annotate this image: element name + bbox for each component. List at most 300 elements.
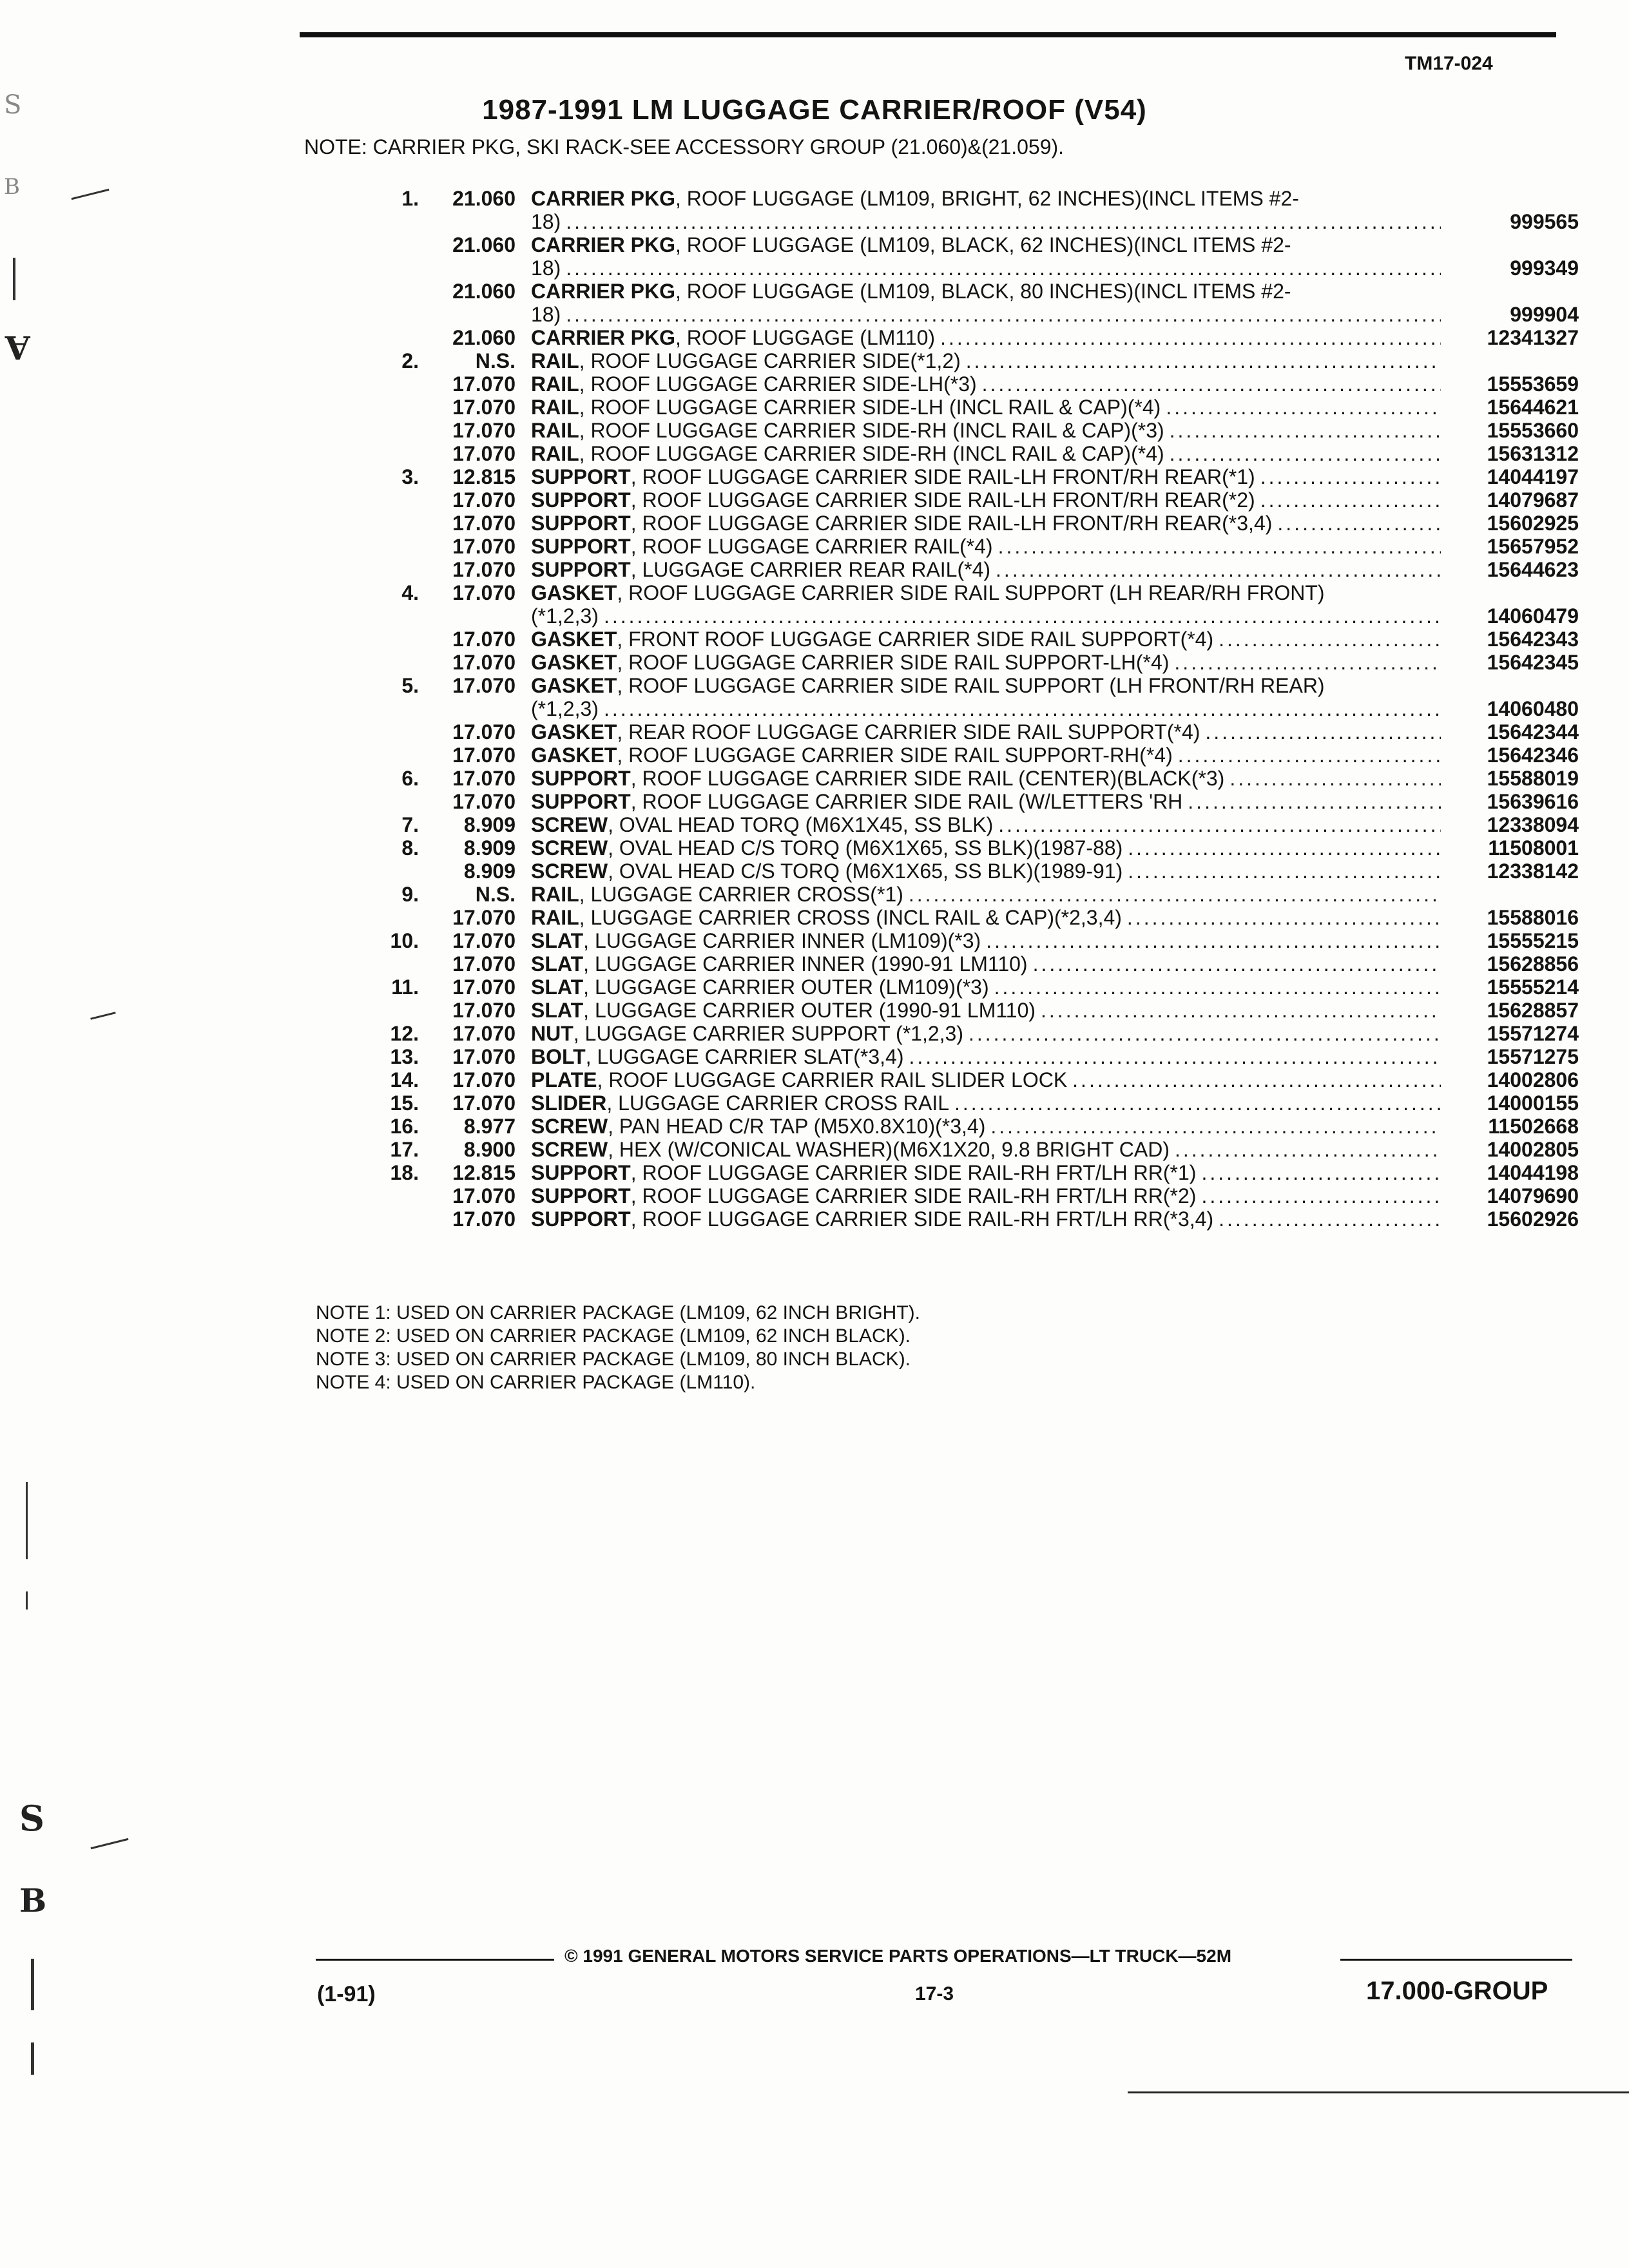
part-ref-number: 4. [401, 581, 419, 604]
part-description-text: , ROOF LUGGAGE CARRIER SIDE-LH(*3) [579, 372, 977, 396]
part-noun: GASKET [531, 581, 617, 604]
part-description [531, 488, 1441, 512]
part-row [361, 744, 1579, 767]
part-group-number: 17.070 [452, 1091, 516, 1115]
part-description-text: , LUGGAGE CARRIER OUTER (1990-91 LM110) [583, 999, 1036, 1022]
part-row [361, 1068, 1579, 1091]
part-ref-number: 11. [391, 975, 419, 999]
part-number: 999904 [1510, 303, 1579, 326]
part-number: 999349 [1510, 256, 1579, 280]
part-description-text: , ROOF LUGGAGE (LM109, BLACK, 62 INCHES)(INCL ITEMS #2- [675, 233, 1291, 256]
part-number: 15588016 [1487, 906, 1579, 929]
part-description-text: , LUGGAGE CARRIER INNER (LM109)(*3) [583, 929, 981, 952]
part-ref-number: 10. [390, 929, 419, 952]
part-row [361, 465, 1579, 488]
part-description-text: , ROOF LUGGAGE CARRIER SIDE RAIL-LH FRONT/RH REAR(*1) [630, 465, 1255, 488]
part-description [531, 349, 1441, 372]
part-group-number: 17.070 [452, 628, 516, 651]
part-description-continuation: 18) [531, 210, 561, 233]
part-description-line [531, 210, 1441, 233]
part-group-number: 17.070 [452, 952, 516, 975]
part-row [361, 836, 1579, 860]
part-description-line [531, 697, 1441, 720]
leader-dots [1255, 465, 1441, 488]
part-noun: GASKET [531, 628, 617, 651]
part-description-line [531, 1045, 903, 1068]
part-description [531, 651, 1441, 674]
leader-dots [1028, 952, 1441, 975]
part-description-continuation: (*1,2,3) [531, 697, 599, 720]
margin-letter-s-bottom: S [19, 1798, 44, 1839]
part-description-text: , ROOF LUGGAGE CARRIER SIDE RAIL SUPPORT (LH REAR/RH FRONT) [617, 581, 1325, 604]
part-description-continuation: (*1,2,3) [531, 604, 599, 628]
part-number: 15628856 [1487, 952, 1579, 975]
part-description-line [531, 651, 1169, 674]
part-description [531, 465, 1441, 488]
part-noun: SCREW [531, 813, 608, 836]
leader-dots [599, 697, 1441, 720]
part-noun: RAIL [531, 349, 579, 372]
part-ref-number: 9. [401, 883, 419, 906]
part-row [361, 488, 1579, 512]
part-description-text: , ROOF LUGGAGE (LM109, BLACK, 80 INCHES)(INCL ITEMS #2- [675, 280, 1291, 303]
part-ref-number: 13. [390, 1045, 419, 1068]
leader-dots [1164, 442, 1441, 465]
part-description-text: , ROOF LUGGAGE CARRIER SIDE RAIL-RH FRT/LH RR(*2) [630, 1184, 1197, 1207]
part-description-line [531, 628, 1213, 651]
part-description-line [531, 256, 1441, 280]
part-number: 14002806 [1487, 1068, 1579, 1091]
part-row [361, 581, 1579, 628]
part-description-text: , ROOF LUGGAGE CARRIER SIDE RAIL SUPPORT-RH(*4) [617, 744, 1173, 767]
part-number: 999565 [1510, 210, 1579, 233]
part-number: 15555215 [1487, 929, 1579, 952]
part-number: 12341327 [1487, 326, 1579, 349]
part-description [531, 1138, 1441, 1161]
part-description-line [531, 836, 1123, 860]
part-noun: SUPPORT [531, 558, 631, 581]
part-noun: SCREW [531, 1138, 608, 1161]
part-description [531, 674, 1441, 720]
part-row [361, 280, 1579, 326]
part-description [531, 442, 1441, 465]
page-number: 17-3 [915, 1983, 954, 2004]
part-description-text: , REAR ROOF LUGGAGE CARRIER SIDE RAIL SUPPORT(*4) [617, 720, 1200, 744]
part-group-number: 21.060 [452, 233, 516, 256]
part-row [361, 929, 1579, 952]
part-group-number: 17.070 [452, 419, 516, 442]
part-noun: SLAT [531, 929, 584, 952]
part-description-line [531, 1022, 963, 1045]
part-description-line [531, 999, 1036, 1022]
part-noun: RAIL [531, 883, 579, 906]
part-group-number: 12.815 [452, 465, 516, 488]
part-group-number: 17.070 [452, 1045, 516, 1068]
part-number: 14079687 [1487, 488, 1579, 512]
part-description-line [531, 1161, 1196, 1184]
part-noun: SUPPORT [531, 535, 631, 558]
part-description-text: , LUGGAGE CARRIER CROSS RAIL [606, 1091, 950, 1115]
part-ref-number: 14. [390, 1068, 419, 1091]
part-description [531, 1045, 1441, 1068]
part-group-number: N.S. [475, 349, 516, 372]
part-ref-number: 3. [401, 465, 419, 488]
part-description [531, 720, 1441, 744]
part-row [361, 1207, 1579, 1231]
part-description [531, 999, 1441, 1022]
part-description-text: , ROOF LUGGAGE CARRIER SIDE RAIL-RH FRT/LH RR(*1) [630, 1161, 1197, 1184]
part-noun: SUPPORT [531, 465, 631, 488]
part-noun: SLIDER [531, 1091, 607, 1115]
part-description-line [531, 488, 1255, 512]
part-description [531, 836, 1441, 860]
part-row [361, 628, 1579, 651]
part-group-number: 21.060 [452, 187, 516, 210]
leader-dots [1123, 860, 1441, 883]
part-row [361, 187, 1579, 233]
part-description [531, 952, 1441, 975]
margin-tick [31, 1959, 34, 2010]
part-description [531, 1161, 1441, 1184]
leader-dots [1164, 419, 1441, 442]
part-row [361, 1115, 1579, 1138]
part-ref-number: 8. [401, 836, 419, 860]
part-description [531, 744, 1441, 767]
part-number: 12338094 [1487, 813, 1579, 836]
leader-dots [981, 929, 1441, 952]
part-ref-number: 5. [401, 674, 419, 697]
part-group-number: 17.070 [452, 512, 516, 535]
part-row [361, 720, 1579, 744]
part-number: 15642343 [1487, 628, 1579, 651]
part-description-text: , LUGGAGE CARRIER CROSS(*1) [579, 883, 903, 906]
part-ref-number: 15. [390, 1091, 419, 1115]
part-noun: GASKET [531, 744, 617, 767]
part-ref-number: 2. [401, 349, 419, 372]
footer-date: (1-91) [317, 1982, 376, 2006]
part-description [531, 767, 1441, 790]
group-label: 17.000-GROUP [1366, 1977, 1548, 2005]
part-row [361, 1138, 1579, 1161]
part-number: 12338142 [1487, 860, 1579, 883]
part-group-number: N.S. [475, 883, 516, 906]
part-group-number: 8.909 [463, 860, 516, 883]
part-description [531, 883, 1441, 906]
leader-dots [561, 210, 1441, 233]
part-group-number: 8.909 [463, 813, 516, 836]
part-description [531, 419, 1441, 442]
part-group-number: 17.070 [452, 651, 516, 674]
part-description-line [531, 372, 977, 396]
leader-dots [993, 535, 1441, 558]
part-description-text: , ROOF LUGGAGE CARRIER SIDE RAIL (CENTER)(BLACK(*3) [630, 767, 1225, 790]
part-ref-number: 1. [401, 187, 419, 210]
leader-dots [561, 256, 1441, 280]
parts-list [361, 187, 1579, 1231]
notes-block [316, 1302, 920, 1394]
part-row [361, 952, 1579, 975]
part-noun: NUT [531, 1022, 574, 1045]
part-description-text: , HEX (W/CONICAL WASHER)(M6X1X20, 9.8 BRIGHT CAD) [608, 1138, 1170, 1161]
part-number: 15642344 [1487, 720, 1579, 744]
note-4: NOTE 4: USED ON CARRIER PACKAGE (LM110). [316, 1372, 756, 1393]
margin-dash [90, 1012, 116, 1020]
leader-dots [935, 326, 1441, 349]
leader-dots [1213, 1207, 1441, 1231]
leader-dots [1036, 999, 1441, 1022]
margin-tick [13, 258, 15, 300]
part-noun: SUPPORT [531, 512, 631, 535]
margin-dash [72, 189, 110, 200]
part-description-text: , ROOF LUGGAGE CARRIER SIDE RAIL-LH FRONT/RH REAR(*2) [630, 488, 1255, 512]
leader-dots [1196, 1184, 1441, 1207]
part-group-number: 17.070 [452, 535, 516, 558]
part-description-line [531, 860, 1123, 883]
part-description-text: , ROOF LUGGAGE CARRIER SIDE-RH (INCL RAIL & CAP)(*3) [579, 419, 1164, 442]
leader-dots [903, 1045, 1441, 1068]
part-row [361, 883, 1579, 906]
part-description-text: , FRONT ROOF LUGGAGE CARRIER SIDE RAIL SUPPORT(*4) [617, 628, 1214, 651]
part-noun: GASKET [531, 651, 617, 674]
part-description-text: , OVAL HEAD C/S TORQ (M6X1X65, SS BLK)(1989-91) [608, 860, 1123, 883]
part-group-number: 17.070 [452, 744, 516, 767]
part-description-text: , LUGGAGE CARRIER INNER (1990-91 LM110) [583, 952, 1028, 975]
part-row [361, 558, 1579, 581]
part-description [531, 975, 1441, 999]
part-noun: RAIL [531, 442, 579, 465]
part-description-line [531, 1091, 949, 1115]
part-row [361, 442, 1579, 465]
part-description-line [531, 952, 1028, 975]
part-number: 14079690 [1487, 1184, 1579, 1207]
part-noun: CARRIER PKG [531, 187, 676, 210]
part-noun: CARRIER PKG [531, 280, 676, 303]
part-group-number: 17.070 [452, 674, 516, 697]
part-group-number: 8.909 [463, 836, 516, 860]
part-row [361, 535, 1579, 558]
part-description-line [531, 1207, 1213, 1231]
part-noun: CARRIER PKG [531, 326, 676, 349]
part-group-number: 17.070 [452, 1184, 516, 1207]
leader-dots [989, 975, 1441, 999]
leader-dots [1182, 790, 1441, 813]
leader-dots [963, 1022, 1441, 1045]
leader-dots [903, 883, 1441, 906]
leader-dots [1161, 396, 1441, 419]
leader-dots [1169, 651, 1441, 674]
part-group-number: 17.070 [452, 488, 516, 512]
part-row [361, 326, 1579, 349]
part-description-text: , LUGGAGE CARRIER SLAT(*3,4) [585, 1045, 904, 1068]
part-noun: SLAT [531, 975, 584, 999]
part-description-line [531, 303, 1441, 326]
part-description-line [531, 604, 1441, 628]
part-group-number: 12.815 [452, 1161, 516, 1184]
margin-tick [31, 2042, 34, 2075]
part-description-line [531, 581, 1441, 604]
part-group-number: 17.070 [452, 1068, 516, 1091]
accessory-note: NOTE: CARRIER PKG, SKI RACK-SEE ACCESSORY GROUP (21.060)&(21.059). [304, 135, 1065, 159]
part-noun: RAIL [531, 419, 579, 442]
part-description-line [531, 906, 1122, 929]
part-row [361, 674, 1579, 720]
leader-dots [1224, 767, 1441, 790]
part-number: 15553659 [1487, 372, 1579, 396]
part-description [531, 1022, 1441, 1045]
leader-dots [1255, 488, 1441, 512]
part-row [361, 512, 1579, 535]
part-noun: SUPPORT [531, 488, 631, 512]
part-description-text: , OVAL HEAD TORQ (M6X1X45, SS BLK) [608, 813, 994, 836]
part-description-line [531, 813, 993, 836]
leader-dots [599, 604, 1441, 628]
part-row [361, 767, 1579, 790]
part-description-line [531, 187, 1441, 210]
part-row [361, 651, 1579, 674]
part-noun: GASKET [531, 720, 617, 744]
leader-dots [1173, 744, 1441, 767]
part-number: 15628857 [1487, 999, 1579, 1022]
part-ref-number: 6. [401, 767, 419, 790]
part-row [361, 999, 1579, 1022]
part-number: 14002805 [1487, 1138, 1579, 1161]
part-ref-number: 7. [401, 813, 419, 836]
part-row [361, 1184, 1579, 1207]
part-number: 14060480 [1487, 697, 1579, 720]
part-number: 15553660 [1487, 419, 1579, 442]
document-id: TM17-024 [1405, 53, 1493, 74]
part-row [361, 906, 1579, 929]
part-number: 15639616 [1487, 790, 1579, 813]
part-group-number: 17.070 [452, 767, 516, 790]
part-number: 14000155 [1487, 1091, 1579, 1115]
part-description-text: , PAN HEAD C/R TAP (M5X0.8X10)(*3,4) [608, 1115, 986, 1138]
part-noun: SUPPORT [531, 1207, 631, 1231]
part-number: 15602925 [1487, 512, 1579, 535]
part-number: 15644621 [1487, 396, 1579, 419]
part-description-line [531, 558, 990, 581]
part-number: 15571275 [1487, 1045, 1579, 1068]
part-number: 15642345 [1487, 651, 1579, 674]
part-description [531, 1207, 1441, 1231]
part-row [361, 396, 1579, 419]
part-row [361, 1091, 1579, 1115]
part-noun: CARRIER PKG [531, 233, 676, 256]
footer-rule-left [316, 1959, 554, 1961]
margin-letter-a: A [5, 329, 30, 367]
part-description-line [531, 720, 1200, 744]
part-description [531, 1184, 1441, 1207]
leader-dots [985, 1115, 1441, 1138]
part-ref-number: 17. [390, 1138, 419, 1161]
leader-dots [1122, 906, 1441, 929]
part-number: 11508001 [1488, 836, 1579, 860]
part-row [361, 975, 1579, 999]
bottom-rule [1128, 2091, 1629, 2093]
leader-dots [1272, 512, 1441, 535]
part-description [531, 929, 1441, 952]
part-description-continuation: 18) [531, 303, 561, 326]
part-number: 15631312 [1487, 442, 1579, 465]
part-row [361, 372, 1579, 396]
note-3: NOTE 3: USED ON CARRIER PACKAGE (LM109, 80 INCH BLACK). [316, 1349, 911, 1370]
leader-dots [990, 558, 1441, 581]
part-description [531, 233, 1441, 280]
part-noun: SLAT [531, 952, 584, 975]
part-row [361, 860, 1579, 883]
part-number: 14060479 [1487, 604, 1579, 628]
part-description-line [531, 419, 1164, 442]
part-description-text: , ROOF LUGGAGE (LM110) [675, 326, 936, 349]
part-description-line [531, 744, 1173, 767]
part-description-text: , ROOF LUGGAGE CARRIER SIDE RAIL-RH FRT/LH RR(*3,4) [630, 1207, 1214, 1231]
part-description [531, 512, 1441, 535]
part-group-number: 17.070 [452, 999, 516, 1022]
part-description [531, 396, 1441, 419]
part-noun: RAIL [531, 396, 579, 419]
part-number: 15644623 [1487, 558, 1579, 581]
part-ref-number: 16. [390, 1115, 419, 1138]
part-group-number: 17.070 [452, 442, 516, 465]
part-description-line [531, 442, 1164, 465]
part-noun: BOLT [531, 1045, 586, 1068]
part-description-line [531, 883, 903, 906]
part-description-text: , LUGGAGE CARRIER OUTER (LM109)(*3) [583, 975, 989, 999]
part-group-number: 17.070 [452, 1022, 516, 1045]
part-noun: PLATE [531, 1068, 597, 1091]
part-noun: RAIL [531, 372, 579, 396]
leader-dots [949, 1091, 1441, 1115]
leader-dots [1170, 1138, 1441, 1161]
margin-letter-b-bottom: B [19, 1881, 47, 1919]
page-title: 1987-1991 LM LUGGAGE CARRIER/ROOF (V54) [482, 94, 1147, 126]
leader-dots [1196, 1161, 1441, 1184]
part-description-line [531, 349, 961, 372]
part-ref-number: 12. [390, 1022, 419, 1045]
part-description-text: , ROOF LUGGAGE CARRIER SIDE RAIL-LH FRONT/RH REAR(*3,4) [630, 512, 1273, 535]
top-rule [300, 32, 1556, 37]
part-noun: SUPPORT [531, 1184, 631, 1207]
part-ref-number: 18. [390, 1161, 419, 1184]
part-group-number: 8.900 [463, 1138, 516, 1161]
part-description-text: , ROOF LUGGAGE (LM109, BRIGHT, 62 INCHES)(INCL ITEMS #2- [675, 187, 1299, 210]
leader-dots [993, 813, 1441, 836]
part-group-number: 17.070 [452, 790, 516, 813]
part-description-continuation: 18) [531, 256, 561, 280]
part-noun: SUPPORT [531, 790, 631, 813]
part-row [361, 1045, 1579, 1068]
part-number: 15602926 [1487, 1207, 1579, 1231]
part-row [361, 349, 1579, 372]
part-description [531, 1091, 1441, 1115]
leader-dots [561, 303, 1441, 326]
part-description-line [531, 326, 935, 349]
part-noun: SCREW [531, 860, 608, 883]
part-description [531, 790, 1441, 813]
leader-dots [1123, 836, 1441, 860]
part-description-line [531, 1115, 985, 1138]
part-number: 11502668 [1488, 1115, 1579, 1138]
part-description-line [531, 512, 1272, 535]
part-group-number: 17.070 [452, 929, 516, 952]
part-description-text: , LUGGAGE CARRIER CROSS (INCL RAIL & CAP)(*2,3,4) [579, 906, 1122, 929]
part-group-number: 21.060 [452, 326, 516, 349]
part-description-line [531, 1138, 1170, 1161]
part-noun: SCREW [531, 1115, 608, 1138]
part-description-line [531, 975, 989, 999]
part-number: 15588019 [1487, 767, 1579, 790]
part-description [531, 187, 1441, 233]
